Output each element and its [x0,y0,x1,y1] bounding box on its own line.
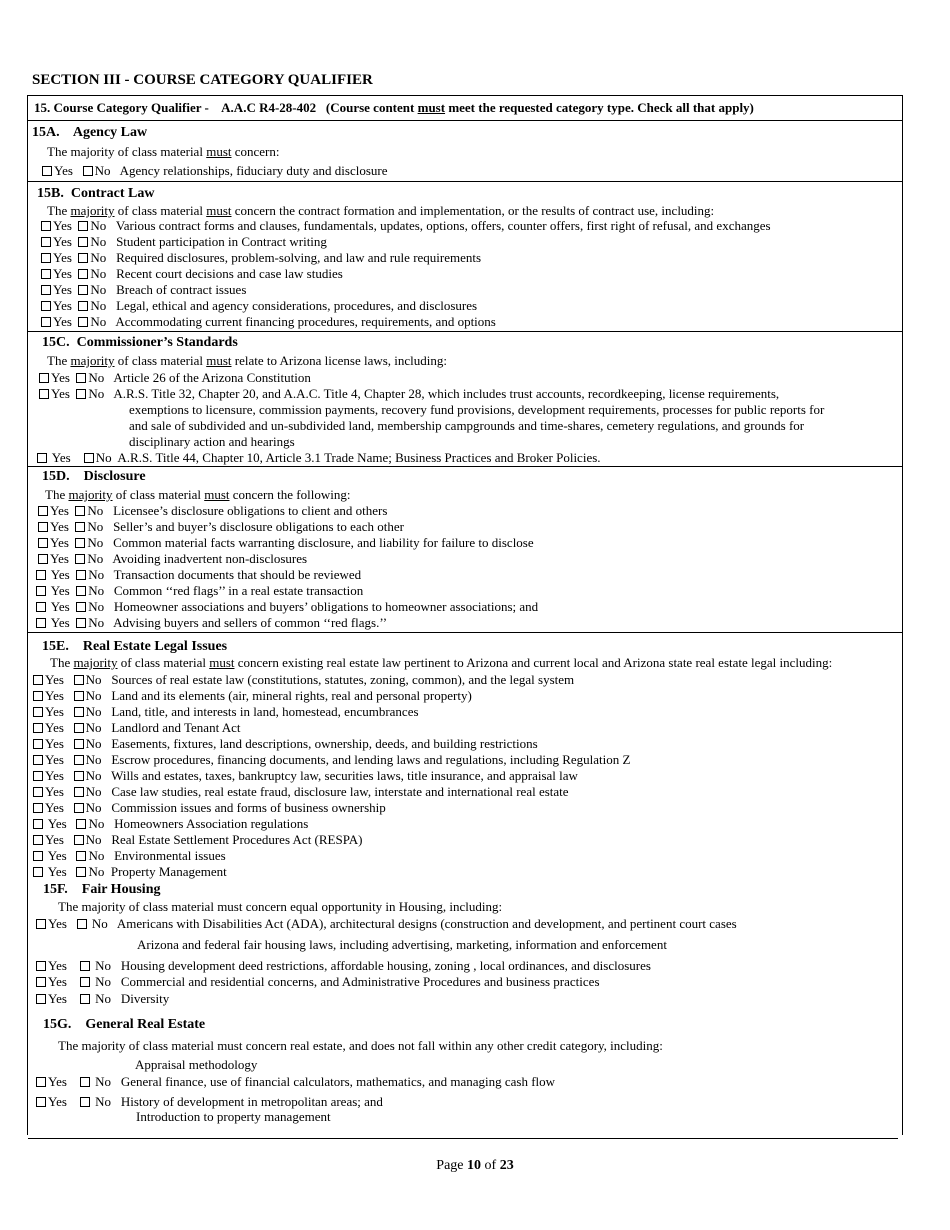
item-15f-2: Yes No Housing development deed restrictions, affordable housing, zoning , local ordinances, and disclosures [36,958,651,974]
no-checkbox[interactable]: No [75,535,103,550]
yes-checkbox[interactable]: Yes [36,916,67,931]
item-15c-2-line2: exemptions to licensure, commission payments, recovery fund provisions, development requirements, processes for public reports for [129,402,825,417]
yes-checkbox[interactable]: Yes [41,266,72,281]
item-15d-1: Yes No Licensee’s disclosure obligations to client and others [38,503,387,519]
yes-checkbox[interactable]: Yes [36,567,70,582]
no-checkbox[interactable]: No [74,832,102,847]
item-15c-1: Yes No Article 26 of the Arizona Constitution [39,370,311,386]
intro-15b: The majority of class material must concern the contract formation and implementation, or the results of contract use, including: [47,203,715,218]
yes-checkbox[interactable]: Yes [41,314,72,329]
intro-15f: The majority of class material must concern equal opportunity in Housing, including: [58,899,503,914]
heading-15e: 15E. Real Estate Legal Issues [42,639,228,654]
yes-checkbox[interactable]: Yes [33,752,64,767]
divider [28,632,902,633]
yes-checkbox[interactable]: Yes [33,768,64,783]
no-checkbox[interactable]: No [75,503,103,518]
item-15d-3: Yes No Common material facts warranting disclosure, and liability for failure to disclose [38,535,534,551]
no-checkbox[interactable]: No [80,1094,111,1109]
no-checkbox[interactable]: No [78,314,106,329]
no-checkbox[interactable]: No [76,386,104,401]
item-15d-4: Yes No Avoiding inadvertent non-disclosures [38,551,307,567]
item-15c-3: Yes No A.R.S. Title 44, Chapter 10, Article 3.1 Trade Name; Business Practices and Broker Policies. [37,450,601,466]
yes-checkbox[interactable]: Yes [39,370,70,385]
yes-checkbox[interactable]: Yes [36,991,67,1006]
no-checkbox[interactable]: No [74,768,102,783]
table-bottom-border [28,1138,898,1139]
yes-checkbox[interactable]: Yes [33,688,64,703]
item-15f-4: Yes No Diversity [36,991,169,1007]
no-checkbox[interactable]: No [76,816,104,831]
item-15d-7: Yes No Homeowner associations and buyers’ obligations to homeowner associations; and [36,599,538,615]
no-checkbox[interactable]: No [74,704,102,719]
yes-checkbox[interactable]: Yes [36,599,70,614]
no-checkbox[interactable]: No [75,519,103,534]
no-checkbox[interactable]: No [78,282,106,297]
item-15g-1: Yes No General finance, use of financial calculators, mathematics, and managing cash flow [36,1074,555,1090]
item-15e-4: Yes No Landlord and Tenant Act [33,720,241,736]
no-checkbox[interactable]: No [80,1074,111,1089]
yes-checkbox[interactable]: Yes [41,298,72,313]
item-15a-1: Yes No Agency relationships, fiduciary duty and disclosure [42,163,388,179]
item-15b-1: Yes No Various contract forms and clauses, fundamentals, updates, options, offers, counter offers, first right of refusal, and exchanges [41,218,771,234]
yes-checkbox[interactable]: Yes [38,519,69,534]
heading-15g: 15G. General Real Estate [43,1017,206,1032]
no-checkbox[interactable]: No [74,784,102,799]
yes-checkbox[interactable]: Yes [33,736,64,751]
yes-checkbox[interactable]: Yes [33,704,64,719]
intro-15a: The majority of class material must concern: [47,144,280,159]
yes-checkbox[interactable]: Yes [33,800,64,815]
item-15e-6: Yes No Escrow procedures, financing documents, and lending laws and regulations, including Regulation Z [33,752,630,768]
yes-checkbox[interactable]: Yes [33,848,67,863]
yes-checkbox[interactable]: Yes [39,386,70,401]
yes-checkbox[interactable]: Yes [36,1074,67,1089]
no-checkbox[interactable]: No [78,266,106,281]
no-checkbox[interactable]: No [84,450,112,465]
item-15e-13: Yes No Property Management [33,864,227,880]
qualifier-header [34,100,754,116]
item-15e-7: Yes No Wills and estates, taxes, bankruptcy law, securities laws, title insurance, and appraisal law [33,768,578,784]
qualifier-label: 15. Course Category Qualifier - [34,100,209,115]
item-15e-11: Yes No Real Estate Settlement Procedures Act (RESPA) [33,832,362,848]
no-checkbox[interactable]: No [74,720,102,735]
item-15e-10: Yes No Homeowners Association regulations [33,816,308,832]
heading-15c: 15C. Commissioner’s Standards [42,335,238,350]
yes-checkbox[interactable]: Yes [33,816,67,831]
intro-15d: The majority of class material must concern the following: [45,487,351,502]
yes-checkbox[interactable]: Yes [36,974,67,989]
heading-15b: 15B. Contract Law [37,186,155,201]
no-checkbox[interactable]: No [76,583,104,598]
no-checkbox[interactable]: No [78,218,106,233]
heading-15f: 15F. Fair Housing [43,882,161,897]
no-checkbox[interactable]: No [74,800,102,815]
item-15d-6: Yes No Common ‘‘red flags’’ in a real estate transaction [36,583,363,599]
no-checkbox[interactable]: No [76,864,104,879]
section-title: SECTION III - COURSE CATEGORY QUALIFIER [32,72,373,88]
yes-checkbox[interactable]: Yes [33,784,64,799]
divider [28,120,902,121]
item-15c-2: Yes No A.R.S. Title 32, Chapter 20, and A.A.C. Title 4, Chapter 28, which includes trust accounts, recordkeeping, license requirements, [39,386,779,402]
item-15e-8: Yes No Case law studies, real estate fraud, disclosure law, interstate and international real estate [33,784,569,800]
item-15d-8: Yes No Advising buyers and sellers of common ‘‘red flags.’’ [36,615,387,631]
item-15e-3: Yes No Land, title, and interests in land, homestead, encumbrances [33,704,419,720]
no-checkbox[interactable]: No [76,567,104,582]
no-checkbox[interactable]: No [78,250,106,265]
no-checkbox[interactable]: No [80,991,111,1006]
no-checkbox[interactable]: No [80,974,111,989]
yes-checkbox[interactable]: Yes [37,450,71,465]
item-15b-5: Yes No Breach of contract issues [41,282,246,298]
yes-checkbox[interactable]: Yes [41,234,72,249]
no-checkbox[interactable]: No [78,298,106,313]
yes-checkbox[interactable]: Yes [33,672,64,687]
item-15b-6: Yes No Legal, ethical and agency considerations, procedures, and disclosures [41,298,477,314]
item-15e-9: Yes No Commission issues and forms of business ownership [33,800,386,816]
page-number: Page 10 of 23 [436,1158,514,1173]
no-checkbox[interactable]: No [78,234,106,249]
no-checkbox[interactable]: No [76,615,104,630]
no-checkbox[interactable]: No [74,672,102,687]
intro-15g: The majority of class material must concern real estate, and does not fall within any other credit category, including: [58,1038,663,1053]
no-checkbox[interactable]: No [74,752,102,767]
no-checkbox[interactable]: No [77,916,108,931]
item-15f-3: Yes No Commercial and residential concerns, and Administrative Procedures and business practices [36,974,600,990]
qualifier-note: (Course content must meet the requested category type. Check all that apply) [325,100,754,115]
item-15e-2: Yes No Land and its elements (air, mineral rights, real and personal property) [33,688,472,704]
yes-checkbox[interactable]: Yes [33,832,64,847]
item-15c-2-line3: and sale of subdivided and un-subdivided land, membership campgrounds and time-shares, cemetery regulations, and grounds for [129,418,805,433]
item-15b-3: Yes No Required disclosures, problem-solving, and law and rule requirements [41,250,481,266]
no-checkbox[interactable]: No [76,370,104,385]
yes-checkbox[interactable]: Yes [36,615,70,630]
yes-checkbox[interactable]: Yes [42,163,73,178]
yes-checkbox[interactable]: Yes [36,1094,67,1109]
heading-15d: 15D. Disclosure [42,469,146,484]
yes-checkbox[interactable]: Yes [33,864,67,879]
qualifier-ref: A.A.C R4-28-402 [221,100,317,115]
item-15b-2: Yes No Student participation in Contract writing [41,234,327,250]
yes-checkbox[interactable]: Yes [41,282,72,297]
no-checkbox[interactable]: No [74,736,102,751]
item-15f-1: Yes No Americans with Disabilities Act (ADA), architectural designs (construction and development, and pertinent court cases [36,916,737,932]
yes-checkbox[interactable]: Yes [36,583,70,598]
yes-checkbox[interactable]: Yes [33,720,64,735]
item-15g-0: Appraisal methodology [135,1057,258,1072]
heading-15a: 15A. Agency Law [32,125,148,140]
no-checkbox[interactable]: No [74,688,102,703]
intro-15e: The majority of class material must concern existing real estate law pertinent to Arizona and current local and Arizona state real estate legal including: [50,655,833,670]
yes-checkbox[interactable]: Yes [36,958,67,973]
qualifier-table [27,95,903,1135]
item-15e-5: Yes No Easements, fixtures, land descriptions, ownership, deeds, and building restrictions [33,736,538,752]
yes-checkbox[interactable]: Yes [41,250,72,265]
item-15g-2: Yes No History of development in metropolitan areas; and [36,1094,383,1110]
no-checkbox[interactable]: No [80,958,111,973]
no-checkbox[interactable]: No [83,163,111,178]
no-checkbox[interactable]: No [76,848,104,863]
table-top-border [28,95,902,96]
divider [28,466,902,467]
item-15e-1: Yes No Sources of real estate law (constitutions, statutes, zoning, common), and the legal system [33,672,574,688]
yes-checkbox[interactable]: Yes [41,218,72,233]
divider [28,331,902,332]
item-15g-2b: Introduction to property management [136,1109,331,1124]
item-15d-5: Yes No Transaction documents that should be reviewed [36,567,361,583]
yes-checkbox[interactable]: Yes [38,551,69,566]
item-15c-2-line4: disciplinary action and hearings [129,434,295,449]
no-checkbox[interactable]: No [75,551,103,566]
item-15b-4: Yes No Recent court decisions and case law studies [41,266,343,282]
yes-checkbox[interactable]: Yes [38,535,69,550]
item-15d-2: Yes No Seller’s and buyer’s disclosure obligations to each other [38,519,404,535]
yes-checkbox[interactable]: Yes [38,503,69,518]
item-15e-12: Yes No Environmental issues [33,848,226,864]
intro-15c: The majority of class material must relate to Arizona license laws, including: [47,353,448,368]
divider [28,181,902,182]
item-15b-7: Yes No Accommodating current financing procedures, requirements, and options [41,314,496,330]
no-checkbox[interactable]: No [76,599,104,614]
item-15f-1b: Arizona and federal fair housing laws, including advertising, marketing, information and enforcement [137,937,667,952]
